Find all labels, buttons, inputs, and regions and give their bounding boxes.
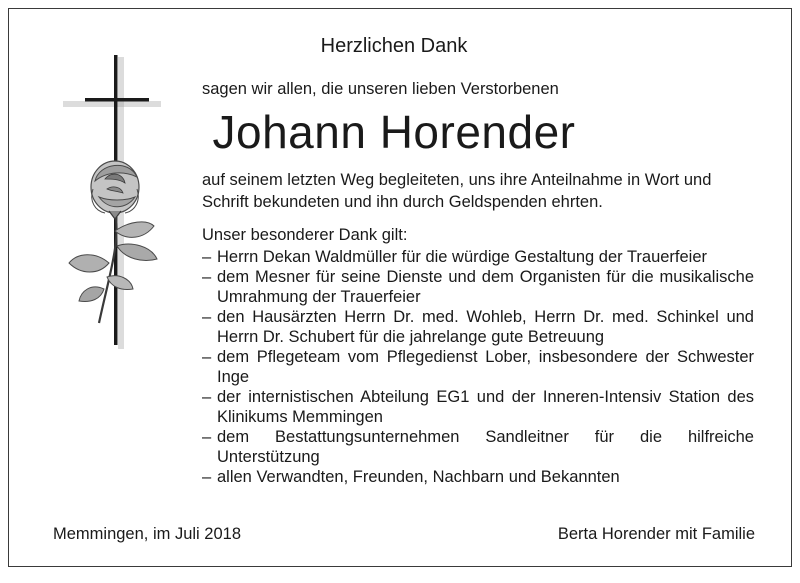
list-item: – dem Bestattungsunternehmen Sandleitner für die hilfreiche Unterstützung (202, 427, 754, 467)
cross-and-rose-emblem (59, 51, 179, 351)
thanks-title: Unser besonderer Dank gilt: (202, 226, 408, 244)
list-item: – der internistischen Abteilung EG1 und der Inneren-Intensiv Station des Klinikums Memmingen (202, 387, 754, 427)
heading-thanks: Herzlichen Dank (320, 35, 468, 57)
list-item: – allen Verwandten, Freunden, Nachbarn und Bekannten (202, 467, 754, 487)
list-item: – Herrn Dekan Waldmüller für die würdige Gestaltung der Trauerfeier (202, 247, 754, 267)
rose-icon (69, 161, 157, 323)
list-item: – dem Pflegeteam vom Pflegedienst Lober, insbesondere der Schwester Inge (202, 347, 754, 387)
place-date: Memmingen, im Juli 2018 (53, 525, 241, 543)
thanks-list (202, 247, 754, 487)
list-item: – den Hausärzten Herrn Dr. med. Wohleb, Herrn Dr. med. Schinkel und Herrn Dr. Schubert für die jahrelange gute Betreuung (202, 307, 754, 347)
list-item: – dem Mesner für seine Dienste und dem Organisten für die musikalische Umrahmung der Trauerfeier (202, 267, 754, 307)
intro-line: sagen wir allen, die unseren lieben Verstorbenen (202, 80, 559, 98)
deceased-name: Johann Horender (212, 106, 576, 158)
obituary-notice (8, 8, 792, 567)
acknowledgement-paragraph: auf seinem letzten Weg begleiteten, uns ihre Anteilnahme in Wort und Schrift bekundeten und ihn durch Geldspenden ehrten. (202, 171, 712, 211)
signature: Berta Horender mit Familie (557, 525, 755, 543)
